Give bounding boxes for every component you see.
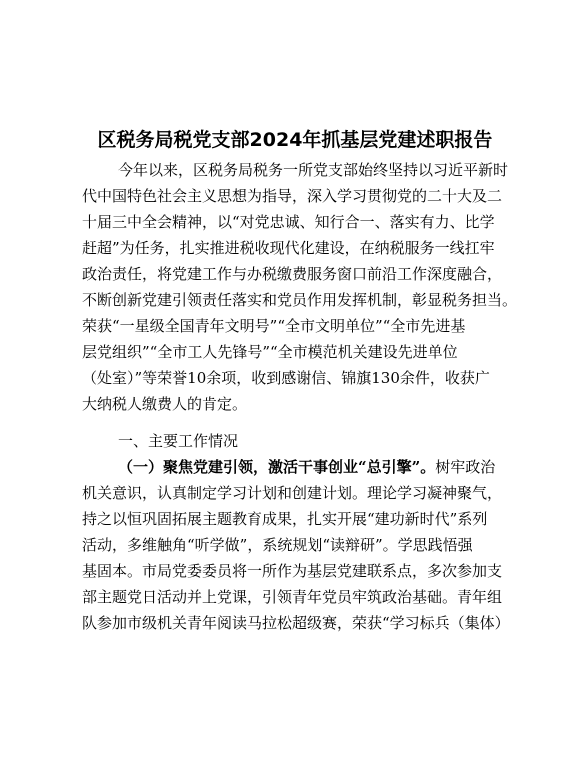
paragraph-line: 持之以恒巩固拓展主题教育成果，扎实开展“建功新时代”系列 — [82, 510, 488, 528]
paragraph-line: 荣获“一星级全国青年文明号”“全市文明单位”“全市先进基 — [82, 317, 466, 335]
paragraph-line: 层党组织”“全市工人先锋号”“全市模范机关建设先进单位 — [82, 343, 458, 361]
paragraph-line: 部主题党日活动并上党课，引领青年党员牢筑政治基础。青年组 — [82, 588, 503, 606]
paragraph-line: 政治责任，将党建工作与办税缴费服务窗口前沿工作深度融合， — [82, 265, 503, 283]
subsection-heading: （一）聚焦党建引领，激活干事创业“总引擎”。 — [118, 458, 436, 476]
paragraph-line: 不断创新党建引领责任落实和党员作用发挥机制，彰显税务担当。 — [82, 291, 518, 309]
paragraph-line: 队参加市级机关青年阅读马拉松超级赛，荣获“学习标兵（集体） — [82, 614, 510, 632]
paragraph-line: 赶超”为任务，扎实推进税收现代化建设，在纳税服务一线扛牢 — [82, 239, 495, 257]
paragraph-line: 机关意识，认真制定学习计划和创建计划。理论学习凝神聚气， — [82, 484, 503, 502]
paragraph-line: 今年以来，区税务局税务一所党支部始终坚持以习近平新时 — [118, 161, 509, 179]
subsection-heading-tail: 树牢政治 — [435, 458, 496, 476]
document-title: 区税务局税党支部2024年抓基层党建述职报告 — [97, 129, 493, 151]
paragraph-line: 活动，多维触角“听学做”，系统规划“读辩研”。学思践悟强 — [82, 536, 473, 554]
paragraph-line: （处室）”等荣誉10余项，收到感谢信、锦旗130余件，收获广 — [82, 369, 490, 387]
paragraph-line: 基固本。市局党委委员将一所作为基层党建联系点，多次参加支 — [82, 562, 503, 580]
paragraph-line: 大纳税人缴费人的肯定。 — [82, 395, 248, 413]
paragraph-line: 十届三中全会精神，以“对党忠诚、知行合一、落实有力、比学 — [82, 213, 495, 231]
section-heading: 一、主要工作情况 — [118, 432, 239, 450]
subsection-first-line — [118, 457, 495, 477]
paragraph-line: 代中国特色社会主义思想为指导，深入学习贯彻党的二十大及二 — [82, 187, 503, 205]
